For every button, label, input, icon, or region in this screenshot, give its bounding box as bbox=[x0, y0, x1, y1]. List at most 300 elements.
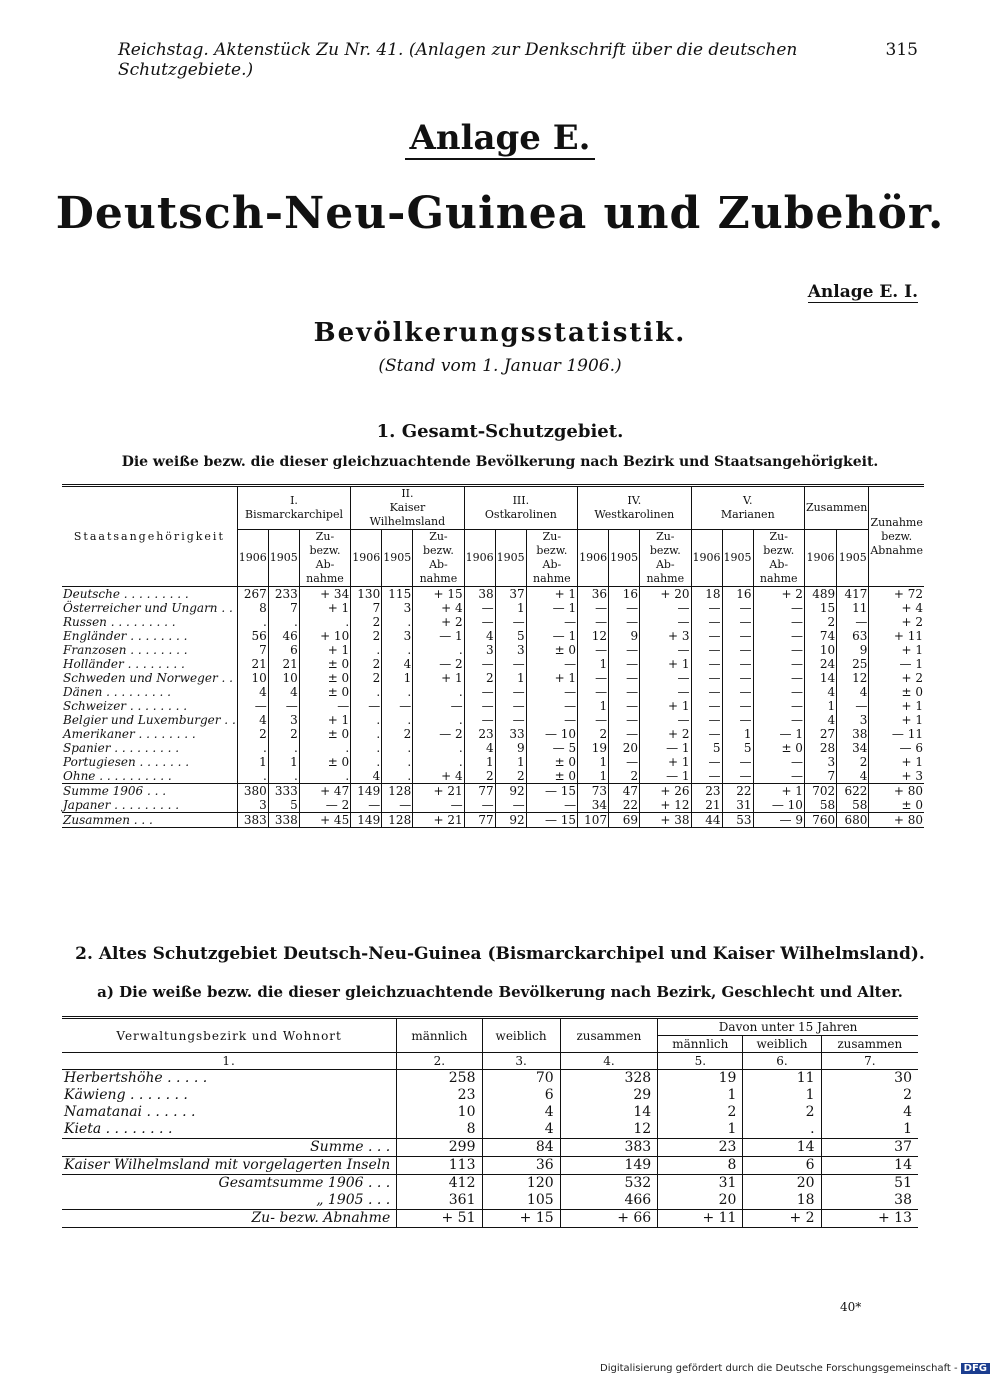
table-cell: — bbox=[753, 769, 804, 784]
table-cell: 1 bbox=[578, 755, 609, 769]
table-cell: + 2 bbox=[753, 587, 804, 602]
table-cell: 63 bbox=[837, 629, 869, 643]
table-cell: 1 bbox=[578, 769, 609, 784]
table-cell: + 1 bbox=[640, 657, 691, 671]
population-table-2 bbox=[62, 1016, 918, 1228]
table-cell: + 2 bbox=[869, 615, 924, 629]
table-cell: + 1 bbox=[299, 643, 350, 657]
row-label: Belgier und Luxemburger . . bbox=[63, 713, 236, 727]
table-cell: + 72 bbox=[869, 587, 924, 602]
table-cell: + 1 bbox=[640, 699, 691, 713]
table-cell: — bbox=[464, 798, 495, 813]
table-cell: . bbox=[351, 643, 382, 657]
table-cell: 2 bbox=[837, 755, 869, 769]
table-cell: + 26 bbox=[640, 784, 691, 799]
row-label: Kaiser Wilhelmsland mit vorgelagerten Inseln bbox=[62, 1157, 397, 1175]
table-cell: 7 bbox=[268, 601, 299, 615]
table-cell: — bbox=[640, 713, 691, 727]
table-cell: ± 0 bbox=[526, 769, 577, 784]
table-cell: 2 bbox=[464, 769, 495, 784]
running-head-text: Reichstag. Aktenstück Zu Nr. 41. (Anlagen zur Denkschrift über die deutschen Schutzgebiete.) bbox=[118, 40, 798, 80]
table-cell: + 21 bbox=[413, 784, 464, 799]
table-cell: — 5 bbox=[526, 741, 577, 755]
table-cell: 4 bbox=[382, 657, 413, 671]
row-label: Dänen . . . . . . . . . bbox=[63, 685, 171, 699]
table-cell: 77 bbox=[464, 784, 495, 799]
table-cell: 12 bbox=[560, 1121, 658, 1139]
table-cell: 18 bbox=[743, 1192, 821, 1210]
table-cell: — bbox=[464, 685, 495, 699]
table-cell: + 1 bbox=[299, 601, 350, 615]
table-cell: 36 bbox=[482, 1157, 560, 1175]
table-cell: — bbox=[722, 769, 753, 784]
table-cell: 36 bbox=[578, 587, 609, 602]
table-cell: . bbox=[351, 713, 382, 727]
table-cell: + 10 bbox=[299, 629, 350, 643]
table-cell: 328 bbox=[560, 1070, 658, 1088]
table-row bbox=[62, 601, 924, 615]
row-label: Herbertshöhe . . . . . bbox=[64, 1070, 208, 1086]
table-cell: — 1 bbox=[526, 629, 577, 643]
table-cell: — bbox=[578, 671, 609, 685]
table-cell: . bbox=[351, 755, 382, 769]
table-cell: 2 bbox=[351, 629, 382, 643]
table-cell: — bbox=[753, 629, 804, 643]
row-label: Franzosen . . . . . . . . bbox=[63, 643, 188, 657]
change-subheader: Zu- bezw. Ab- nahme bbox=[640, 530, 691, 587]
change-subheader: Zu- bezw. Ab- nahme bbox=[526, 530, 577, 587]
table-cell: . bbox=[382, 685, 413, 699]
table-cell: + 51 bbox=[397, 1210, 482, 1228]
table-cell: — bbox=[464, 713, 495, 727]
table-cell: 9 bbox=[609, 629, 640, 643]
table-row bbox=[62, 629, 924, 643]
table-cell: — bbox=[526, 713, 577, 727]
table-cell: 299 bbox=[397, 1139, 482, 1157]
table-cell: 4 bbox=[464, 629, 495, 643]
table-row bbox=[62, 1121, 918, 1139]
table-cell: 20 bbox=[609, 741, 640, 755]
table-cell: . bbox=[413, 643, 464, 657]
table-cell: 74 bbox=[804, 629, 836, 643]
table-cell: . bbox=[268, 769, 299, 784]
table-cell: 4 bbox=[237, 713, 268, 727]
table-cell: 16 bbox=[722, 587, 753, 602]
table-cell: . bbox=[743, 1121, 821, 1139]
table-cell: . bbox=[299, 769, 350, 784]
table-cell: ± 0 bbox=[299, 727, 350, 741]
table-cell: — bbox=[722, 629, 753, 643]
table-cell: 3 bbox=[495, 643, 526, 657]
year-header: 1906 bbox=[578, 530, 609, 587]
table-cell: 15 bbox=[804, 601, 836, 615]
table-cell: 19 bbox=[578, 741, 609, 755]
table-cell: . bbox=[413, 685, 464, 699]
table-cell: — bbox=[268, 699, 299, 713]
table-cell: 2 bbox=[578, 727, 609, 741]
table-cell: + 20 bbox=[640, 587, 691, 602]
table-cell: — bbox=[495, 657, 526, 671]
table-cell: — bbox=[640, 615, 691, 629]
table-cell: — bbox=[495, 615, 526, 629]
table-cell: 149 bbox=[560, 1157, 658, 1175]
table-cell: — bbox=[640, 671, 691, 685]
table-cell: + 66 bbox=[560, 1210, 658, 1228]
table-cell: . bbox=[382, 615, 413, 629]
table-row bbox=[62, 671, 924, 685]
table-cell: — bbox=[609, 671, 640, 685]
table-row bbox=[62, 798, 924, 813]
table-cell: . bbox=[382, 741, 413, 755]
table-cell: — bbox=[495, 685, 526, 699]
table-cell: 7 bbox=[237, 643, 268, 657]
table-cell: 3 bbox=[237, 798, 268, 813]
table-cell: — 10 bbox=[753, 798, 804, 813]
table-cell: 258 bbox=[397, 1070, 482, 1088]
table-cell: 1 bbox=[268, 755, 299, 769]
change-header: Zunahme bezw. Abnahme bbox=[869, 486, 924, 587]
table-cell: — 2 bbox=[413, 657, 464, 671]
year-header: 1905 bbox=[609, 530, 640, 587]
running-head bbox=[118, 40, 918, 80]
table-cell: — bbox=[526, 615, 577, 629]
table-row bbox=[62, 1087, 918, 1104]
table-cell: 6 bbox=[743, 1157, 821, 1175]
table-cell: 9 bbox=[837, 643, 869, 657]
row-label: Amerikaner . . . . . . . . bbox=[63, 727, 196, 741]
table-cell: 107 bbox=[578, 813, 609, 828]
table-cell: + 1 bbox=[869, 643, 924, 657]
table-cell: 2 bbox=[658, 1104, 743, 1121]
table-cell: 1 bbox=[658, 1087, 743, 1104]
table-cell: 1 bbox=[578, 699, 609, 713]
bezirk-header: Verwaltungsbezirk und Wohnort bbox=[62, 1018, 397, 1053]
table-cell: 2 bbox=[464, 671, 495, 685]
table-cell: — bbox=[640, 601, 691, 615]
sub-anlage: Anlage E. I. bbox=[807, 282, 918, 302]
table-cell: 21 bbox=[691, 798, 722, 813]
table-cell: 46 bbox=[268, 629, 299, 643]
table-cell: 53 bbox=[722, 813, 753, 828]
group-header: II. Kaiser Wilhelmsland bbox=[351, 486, 464, 530]
year-header: 1906 bbox=[804, 530, 836, 587]
table-cell: 3 bbox=[837, 713, 869, 727]
row-label: „ 1905 . . . bbox=[316, 1192, 391, 1208]
row-label: Deutsche . . . . . . . . . bbox=[63, 587, 189, 601]
table-cell: — 6 bbox=[869, 741, 924, 755]
table-cell: — bbox=[578, 601, 609, 615]
table-cell: 4 bbox=[821, 1104, 918, 1121]
table-cell: 58 bbox=[837, 798, 869, 813]
table-cell: + 15 bbox=[413, 587, 464, 602]
table-cell: — bbox=[495, 699, 526, 713]
table-cell: 84 bbox=[482, 1139, 560, 1157]
table-cell: ± 0 bbox=[526, 643, 577, 657]
table-cell: 4 bbox=[804, 713, 836, 727]
dfg-text: Digitalisierung gefördert durch die Deutsche Forschungsgemeinschaft - bbox=[600, 1363, 958, 1374]
table-cell: ± 0 bbox=[869, 685, 924, 699]
year-header: 1906 bbox=[464, 530, 495, 587]
table-cell: — bbox=[691, 615, 722, 629]
table-cell: 37 bbox=[495, 587, 526, 602]
section1-title: 1. Gesamt-Schutzgebiet. bbox=[376, 421, 624, 442]
table-cell: — bbox=[382, 699, 413, 713]
table-cell: . bbox=[299, 741, 350, 755]
table-cell: 1 bbox=[382, 671, 413, 685]
column-number: 7. bbox=[821, 1053, 918, 1070]
table-cell: 680 bbox=[837, 813, 869, 828]
row-label: Holländer . . . . . . . . bbox=[63, 657, 185, 671]
female-under15-header: weiblich bbox=[743, 1036, 821, 1053]
table-cell: + 1 bbox=[526, 671, 577, 685]
table-cell: — bbox=[753, 657, 804, 671]
table-cell: 5 bbox=[268, 798, 299, 813]
group-header: I. Bismarckarchipel bbox=[237, 486, 350, 530]
table-cell: — bbox=[299, 699, 350, 713]
row-label: Russen . . . . . . . . . bbox=[63, 615, 176, 629]
table-cell: 1 bbox=[237, 755, 268, 769]
table-cell: — bbox=[609, 601, 640, 615]
table-cell: 489 bbox=[804, 587, 836, 602]
table-cell: 14 bbox=[560, 1104, 658, 1121]
table-cell: — bbox=[237, 699, 268, 713]
year-header: 1905 bbox=[495, 530, 526, 587]
table-cell: + 12 bbox=[640, 798, 691, 813]
table-cell: 14 bbox=[821, 1157, 918, 1175]
table-cell: 2 bbox=[743, 1104, 821, 1121]
female-header: weiblich bbox=[482, 1018, 560, 1053]
table-cell: — bbox=[837, 615, 869, 629]
row-label: Österreicher und Ungarn . . bbox=[63, 601, 233, 615]
table-cell: + 21 bbox=[413, 813, 464, 828]
table-cell: — bbox=[640, 643, 691, 657]
table-cell: 4 bbox=[464, 741, 495, 755]
year-header: 1906 bbox=[351, 530, 382, 587]
table-cell: — bbox=[753, 671, 804, 685]
table-cell: + 4 bbox=[869, 601, 924, 615]
table-cell: 4 bbox=[804, 685, 836, 699]
table-cell: — bbox=[691, 713, 722, 727]
table-cell: 760 bbox=[804, 813, 836, 828]
anlage-text: Anlage E. bbox=[405, 118, 594, 160]
table-cell: 2 bbox=[237, 727, 268, 741]
table-cell: + 45 bbox=[299, 813, 350, 828]
table-cell: . bbox=[382, 643, 413, 657]
row-label: Zu- bezw. Abnahme bbox=[62, 1210, 397, 1228]
table-cell: 4 bbox=[837, 769, 869, 784]
table-cell: + 15 bbox=[482, 1210, 560, 1228]
table-cell: 69 bbox=[609, 813, 640, 828]
table-cell: — 2 bbox=[299, 798, 350, 813]
male-header: männlich bbox=[397, 1018, 482, 1053]
table-cell: 4 bbox=[482, 1121, 560, 1139]
table-cell: + 11 bbox=[658, 1210, 743, 1228]
table-cell: 2 bbox=[268, 727, 299, 741]
table-cell: — bbox=[578, 615, 609, 629]
table-cell: — 10 bbox=[526, 727, 577, 741]
table-row bbox=[62, 657, 924, 671]
column-number: 2. bbox=[397, 1053, 482, 1070]
table-cell: 1 bbox=[578, 657, 609, 671]
table-cell: — bbox=[691, 643, 722, 657]
table-cell: . bbox=[237, 615, 268, 629]
table-cell: 31 bbox=[722, 798, 753, 813]
table-cell: 58 bbox=[804, 798, 836, 813]
table-cell: 8 bbox=[397, 1121, 482, 1139]
table-cell: . bbox=[413, 755, 464, 769]
table-row bbox=[62, 1139, 918, 1157]
table-row bbox=[62, 755, 924, 769]
table-cell: 10 bbox=[268, 671, 299, 685]
table-cell: 417 bbox=[837, 587, 869, 602]
table-cell: — bbox=[691, 755, 722, 769]
table-cell: — bbox=[691, 769, 722, 784]
table-cell: . bbox=[382, 769, 413, 784]
table-cell: — bbox=[640, 685, 691, 699]
table-cell: + 38 bbox=[640, 813, 691, 828]
table-cell: 383 bbox=[237, 813, 268, 828]
table-cell: 11 bbox=[837, 601, 869, 615]
table-cell: 28 bbox=[804, 741, 836, 755]
table-cell: 16 bbox=[609, 587, 640, 602]
table-cell: 18 bbox=[691, 587, 722, 602]
table-row bbox=[62, 615, 924, 629]
group-header: III. Ostkarolinen bbox=[464, 486, 577, 530]
table-cell: 19 bbox=[658, 1070, 743, 1088]
table-cell: — bbox=[722, 713, 753, 727]
table-cell: 14 bbox=[743, 1139, 821, 1157]
table-row bbox=[62, 769, 924, 784]
table-row bbox=[62, 1070, 918, 1088]
table-row bbox=[62, 685, 924, 699]
table-cell: — bbox=[609, 643, 640, 657]
table-cell: — bbox=[609, 615, 640, 629]
table-cell: — bbox=[609, 727, 640, 741]
table-cell: — 9 bbox=[753, 813, 804, 828]
table-cell: ± 0 bbox=[299, 657, 350, 671]
main-title: Deutsch-Neu-Guinea und Zubehör. bbox=[55, 188, 945, 239]
year-header: 1905 bbox=[722, 530, 753, 587]
change-subheader: Zu- bezw. Ab- nahme bbox=[753, 530, 804, 587]
table-cell: 11 bbox=[743, 1070, 821, 1088]
table-cell: 22 bbox=[609, 798, 640, 813]
table-row bbox=[62, 643, 924, 657]
row-label: Ohne . . . . . . . . . . bbox=[63, 769, 172, 783]
table-row bbox=[62, 1175, 918, 1193]
table-cell: . bbox=[237, 741, 268, 755]
table-cell: 1 bbox=[464, 755, 495, 769]
table-cell: 105 bbox=[482, 1192, 560, 1210]
table-cell: . bbox=[382, 755, 413, 769]
table-cell: 27 bbox=[804, 727, 836, 741]
table-cell: 23 bbox=[658, 1139, 743, 1157]
table-cell: + 80 bbox=[869, 813, 924, 828]
table-cell: 6 bbox=[268, 643, 299, 657]
table-cell: 5 bbox=[722, 741, 753, 755]
table-cell: 6 bbox=[482, 1087, 560, 1104]
table-cell: 10 bbox=[804, 643, 836, 657]
table-cell: — bbox=[464, 699, 495, 713]
footnote-number: 40* bbox=[840, 1300, 862, 1314]
table-cell: 532 bbox=[560, 1175, 658, 1193]
table-cell: 4 bbox=[351, 769, 382, 784]
table-cell: 120 bbox=[482, 1175, 560, 1193]
table-cell: . bbox=[268, 741, 299, 755]
table-cell: 2 bbox=[609, 769, 640, 784]
table-cell: — bbox=[609, 713, 640, 727]
section2-title: 2. Altes Schutzgebiet Deutsch-Neu-Guinea (Bismarckarchipel und Kaiser Wilhelmsland). bbox=[75, 944, 925, 964]
table-cell: 25 bbox=[837, 657, 869, 671]
table-cell: — bbox=[691, 727, 722, 741]
table-cell: 23 bbox=[397, 1087, 482, 1104]
table-row bbox=[62, 727, 924, 741]
table-cell: — bbox=[609, 685, 640, 699]
table-cell: 2 bbox=[382, 727, 413, 741]
table-cell: 5 bbox=[495, 629, 526, 643]
table-cell: 7 bbox=[804, 769, 836, 784]
table-cell: + 4 bbox=[413, 601, 464, 615]
group-header: IV. Westkarolinen bbox=[578, 486, 691, 530]
row-label: Zusammen . . . bbox=[62, 813, 237, 828]
year-header: 1906 bbox=[691, 530, 722, 587]
table-cell: — bbox=[837, 699, 869, 713]
table-row bbox=[62, 1104, 918, 1121]
table-cell: — bbox=[691, 671, 722, 685]
table-cell: — bbox=[753, 601, 804, 615]
male-under15-header: männlich bbox=[658, 1036, 743, 1053]
table-cell: ± 0 bbox=[299, 755, 350, 769]
table-cell: 338 bbox=[268, 813, 299, 828]
under15-header: Davon unter 15 Jahren bbox=[658, 1018, 918, 1036]
table-cell: 20 bbox=[743, 1175, 821, 1193]
table-cell: 8 bbox=[237, 601, 268, 615]
table-cell: — bbox=[351, 699, 382, 713]
dfg-credit bbox=[600, 1363, 990, 1374]
table-cell: 73 bbox=[578, 784, 609, 799]
table-row bbox=[62, 1192, 918, 1210]
table-cell: — bbox=[722, 685, 753, 699]
table-cell: — 1 bbox=[640, 741, 691, 755]
table-cell: 37 bbox=[821, 1139, 918, 1157]
table-cell: . bbox=[382, 713, 413, 727]
year-header: 1906 bbox=[237, 530, 268, 587]
table-cell: 21 bbox=[268, 657, 299, 671]
table-cell: + 1 bbox=[413, 671, 464, 685]
table-cell: 77 bbox=[464, 813, 495, 828]
table-cell: + 13 bbox=[821, 1210, 918, 1228]
table-cell: + 3 bbox=[869, 769, 924, 784]
table-cell: 2 bbox=[351, 671, 382, 685]
table-cell: ± 0 bbox=[526, 755, 577, 769]
table-row bbox=[62, 1157, 918, 1175]
table-cell: + 1 bbox=[869, 755, 924, 769]
table-cell: 115 bbox=[382, 587, 413, 602]
table-cell: — bbox=[691, 699, 722, 713]
year-header: 1905 bbox=[268, 530, 299, 587]
table-cell: — bbox=[464, 601, 495, 615]
table-cell: — bbox=[526, 657, 577, 671]
table-cell: — bbox=[722, 657, 753, 671]
table-cell: 30 bbox=[821, 1070, 918, 1088]
table-cell: . bbox=[268, 615, 299, 629]
table-row bbox=[62, 813, 924, 828]
table-cell: — bbox=[609, 657, 640, 671]
table-row bbox=[62, 1210, 918, 1228]
table-cell: 47 bbox=[609, 784, 640, 799]
table-cell: + 1 bbox=[640, 755, 691, 769]
page-number: 315 bbox=[885, 40, 918, 60]
section1-caption: Die weiße bezw. die dieser gleichzuachtende Bevölkerung nach Bezirk und Staatsangehörigkeit. bbox=[121, 454, 879, 470]
